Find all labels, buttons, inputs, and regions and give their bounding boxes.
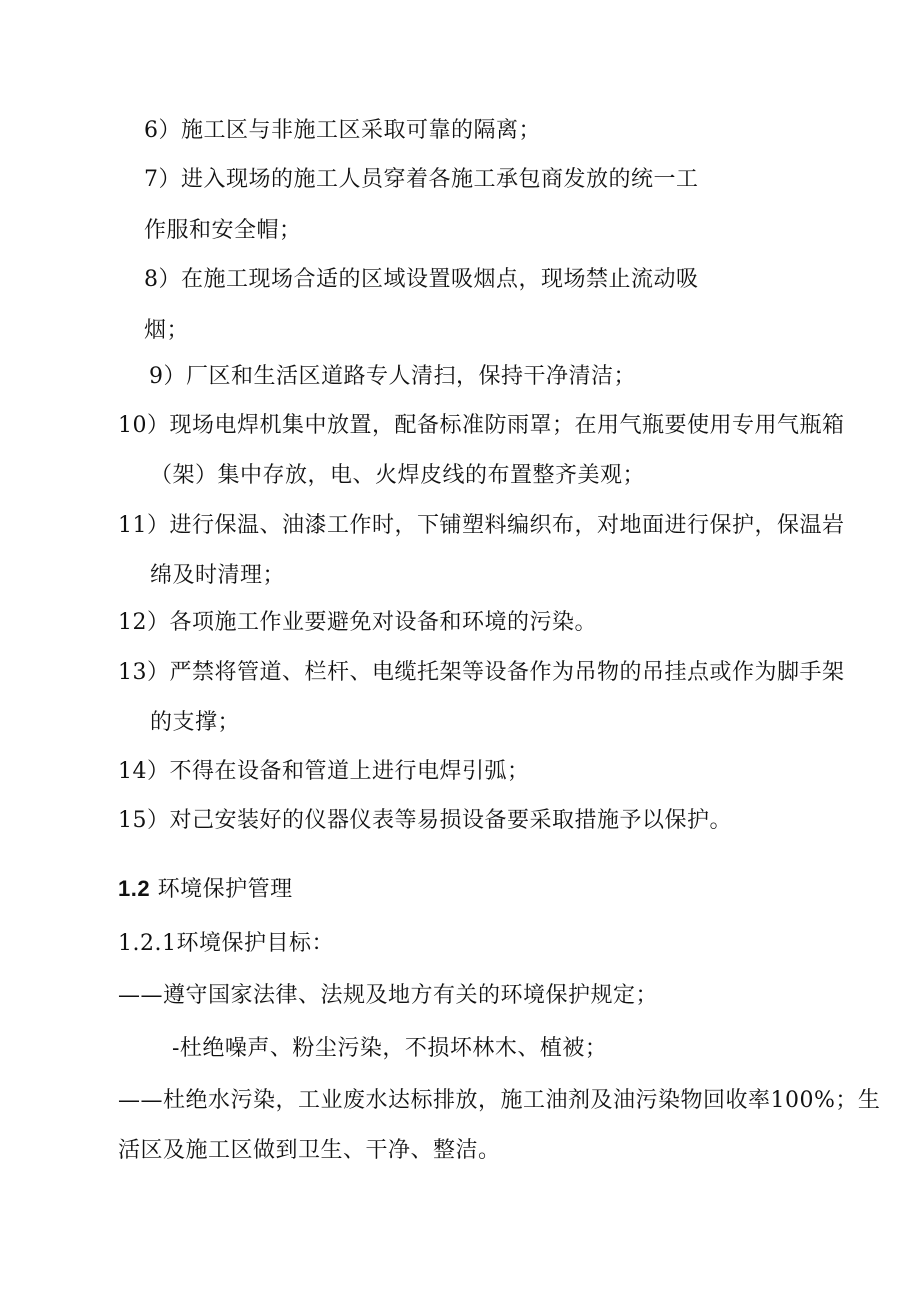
list-item-9: 9）厂区和生活区道路专人清扫，保持干净清洁； xyxy=(149,364,636,389)
goal-item-3: ——杜绝水污染，工业废水达标排放，施工油剂及油污染物回收率100%；生 xyxy=(118,1088,881,1113)
list-item-8: 8）在施工现场合适的区域设置吸烟点，现场禁止流动吸 xyxy=(144,267,699,292)
section-number: 1.2 xyxy=(118,876,151,901)
goal-item-3-continued: 活区及施工区做到卫生、干净、整洁。 xyxy=(118,1138,501,1163)
list-item-15: 15）对己安装好的仪器仪表等易损设备要采取措施予以保护。 xyxy=(118,808,732,833)
list-item-11-continued: 绵及时清理； xyxy=(150,563,286,588)
list-item-7-continued: 作服和安全帽； xyxy=(144,218,302,243)
list-item-13-continued: 的支撑； xyxy=(150,710,241,735)
list-item-8-continued: 烟； xyxy=(144,318,190,343)
section-heading xyxy=(118,874,293,905)
list-item-7: 7）进入现场的施工人员穿着各施工承包商发放的统一工 xyxy=(144,167,699,192)
list-item-13: 13）严禁将管道、栏杆、电缆托架等设备作为吊物的吊挂点或作为脚手架 xyxy=(118,660,845,685)
section-title: 环境保护管理 xyxy=(157,877,293,902)
list-item-12: 12）各项施工作业要避免对设备和环境的污染。 xyxy=(118,610,597,635)
goal-item-1: ——遵守国家法律、法规及地方有关的环境保护规定； xyxy=(118,983,659,1008)
list-item-11: 11）进行保温、油漆工作时，下铺塑料编织布，对地面进行保护，保温岩 xyxy=(118,513,845,538)
list-item-10-continued: （架）集中存放，电、火焊皮线的布置整齐美观； xyxy=(150,463,646,488)
list-item-6: 6）施工区与非施工区采取可靠的隔离； xyxy=(144,118,541,143)
subsection-heading: 1.2.1环境保护目标： xyxy=(118,931,334,956)
list-item-10: 10）现场电焊机集中放置，配备标准防雨罩；在用气瓶要使用专用气瓶箱 xyxy=(118,413,845,438)
goal-item-2: -杜绝噪声、粉尘污染，不损坏林木、植被； xyxy=(172,1036,608,1061)
list-item-14: 14）不得在设备和管道上进行电焊引弧； xyxy=(118,759,530,784)
